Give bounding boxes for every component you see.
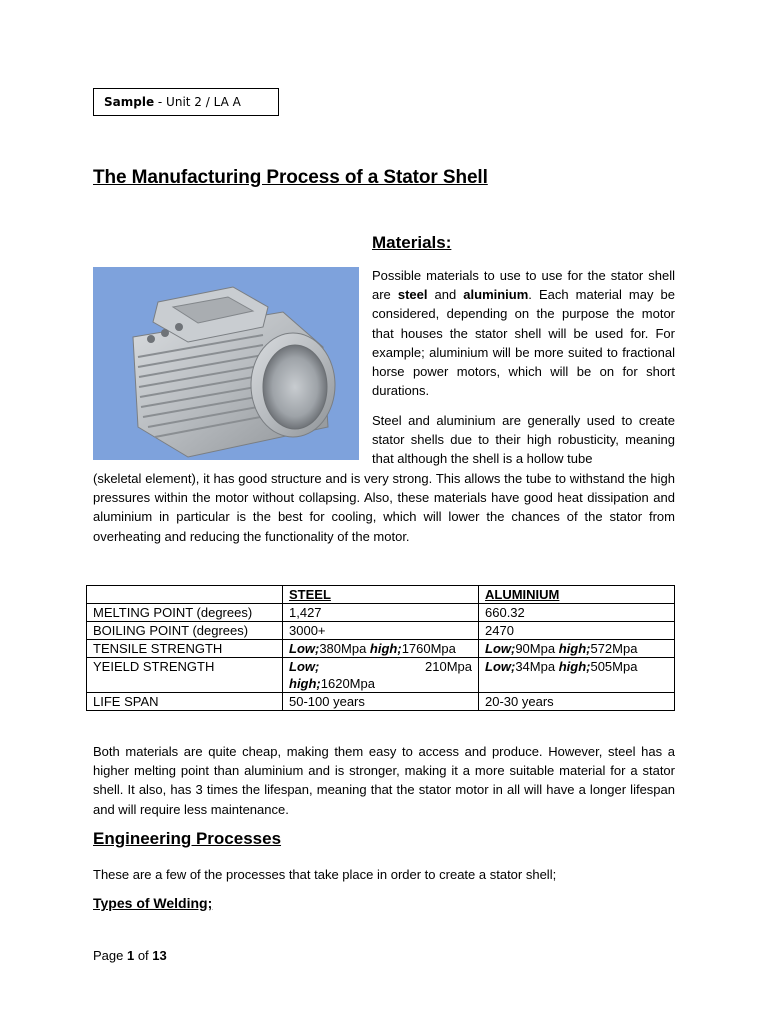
text-run: high; xyxy=(558,659,591,674)
materials-paragraph-2-start: Steel and aluminium are generally used to create stator shells due to their high robusticity, meaning that although the shell is a hollow tube xyxy=(372,413,675,467)
types-of-welding-heading: Types of Welding; xyxy=(93,895,213,911)
low-marker: Low; xyxy=(289,659,320,674)
text-run: and xyxy=(427,287,464,303)
text-run: . Each material may be considered, depending on the purpose the motor that houses the stator shell will be used for. For example; aluminium will be more suited to fractional horse power motors, which will be on for short durations. xyxy=(372,287,675,399)
row-label: MELTING POINT (degrees) xyxy=(87,604,283,622)
table-header-cell xyxy=(87,586,283,604)
of-word: of xyxy=(134,948,153,963)
text-run: 505Mpa xyxy=(590,659,638,674)
text-run: aluminium xyxy=(463,287,529,303)
table-header-row xyxy=(87,586,675,604)
materials-heading: Materials: xyxy=(372,233,452,252)
text-run: 90Mpa xyxy=(515,641,559,656)
text-run: 1620Mpa xyxy=(320,676,375,691)
table-header-cell: ALUMINIUM xyxy=(479,586,675,604)
row-label: BOILING POINT (degrees) xyxy=(87,622,283,640)
sample-unit-text: - Unit 2 / LA A xyxy=(154,95,241,109)
aluminium-cell xyxy=(479,640,675,658)
text-run: high; xyxy=(289,676,321,691)
engineering-processes-heading: Engineering Processes xyxy=(93,829,282,848)
text-run: 1,427 xyxy=(289,605,322,620)
aluminium-cell xyxy=(479,604,675,622)
steel-yield-line-1 xyxy=(289,658,472,675)
material-properties-table xyxy=(86,585,675,711)
aluminium-cell xyxy=(479,693,675,711)
table-row xyxy=(87,658,675,693)
row-label: TENSILE STRENGTH xyxy=(87,640,283,658)
text-run: high; xyxy=(558,641,591,656)
steel-cell xyxy=(283,658,479,693)
text-run: 2470 xyxy=(485,623,514,638)
row-label: LIFE SPAN xyxy=(87,693,283,711)
steel-cell xyxy=(283,640,479,658)
steel-cell xyxy=(283,622,479,640)
text-run: high; xyxy=(369,641,402,656)
steel-cell xyxy=(283,693,479,711)
steel-yield-line-2 xyxy=(289,675,472,692)
text-run: 34Mpa xyxy=(515,659,559,674)
text-run: steel xyxy=(397,287,428,303)
text-run: 660.32 xyxy=(485,605,525,620)
text-run: 3000+ xyxy=(289,623,326,638)
materials-paragraph-1 xyxy=(372,266,675,400)
stator-shell-photo xyxy=(93,267,359,460)
aluminium-cell xyxy=(479,622,675,640)
table-row xyxy=(87,693,675,711)
page-footer xyxy=(93,948,167,963)
text-run: Low; xyxy=(289,641,320,656)
sample-label: Sample xyxy=(104,95,155,109)
materials-paragraph-2-continued: (skeletal element), it has good structure and is very strong. This allows the tube to withstand the high pressures within the motor without collapsing. Also, these materials have good heat dissipation and aluminium in particular is the best for cooling, which will lower the chances of the stator from overheating and reducing the functionality of the motor. xyxy=(93,471,675,544)
page-number: 1 xyxy=(126,948,135,963)
steel-cell xyxy=(283,604,479,622)
text-run: 50-100 years xyxy=(289,694,365,709)
text-run: Possible materials to use to use for the stator shell are xyxy=(372,268,675,303)
table-header-cell: STEEL xyxy=(283,586,479,604)
text-run: Low; xyxy=(485,659,516,674)
page-total: 13 xyxy=(152,948,167,963)
table-row xyxy=(87,622,675,640)
table-row xyxy=(87,640,675,658)
text-run: Low; xyxy=(485,641,516,656)
table-row xyxy=(87,604,675,622)
text-run: 1760Mpa xyxy=(401,641,456,656)
engineering-intro: These are a few of the processes that take place in order to create a stator shell; xyxy=(93,867,557,882)
stator-shell-illustration xyxy=(93,267,359,460)
text-run: 380Mpa xyxy=(319,641,370,656)
row-label: YEIELD STRENGTH xyxy=(87,658,283,693)
sample-label-box xyxy=(93,88,279,116)
text-run: 572Mpa xyxy=(590,641,638,656)
aluminium-cell xyxy=(479,658,675,693)
page-word: Page xyxy=(93,948,127,963)
page-title: The Manufacturing Process of a Stator Shell xyxy=(93,167,488,188)
low-value: 210Mpa xyxy=(425,659,472,674)
text-run: 20-30 years xyxy=(485,694,554,709)
comparison-paragraph: Both materials are quite cheap, making them easy to access and produce. However, steel has a higher melting point than aluminium and is stronger, making it a more suitable material for a stator shell. It also, has 3 times the lifespan, meaning that the stator motor in all will have a longer lifespan and will require less maintenance. xyxy=(93,744,675,817)
